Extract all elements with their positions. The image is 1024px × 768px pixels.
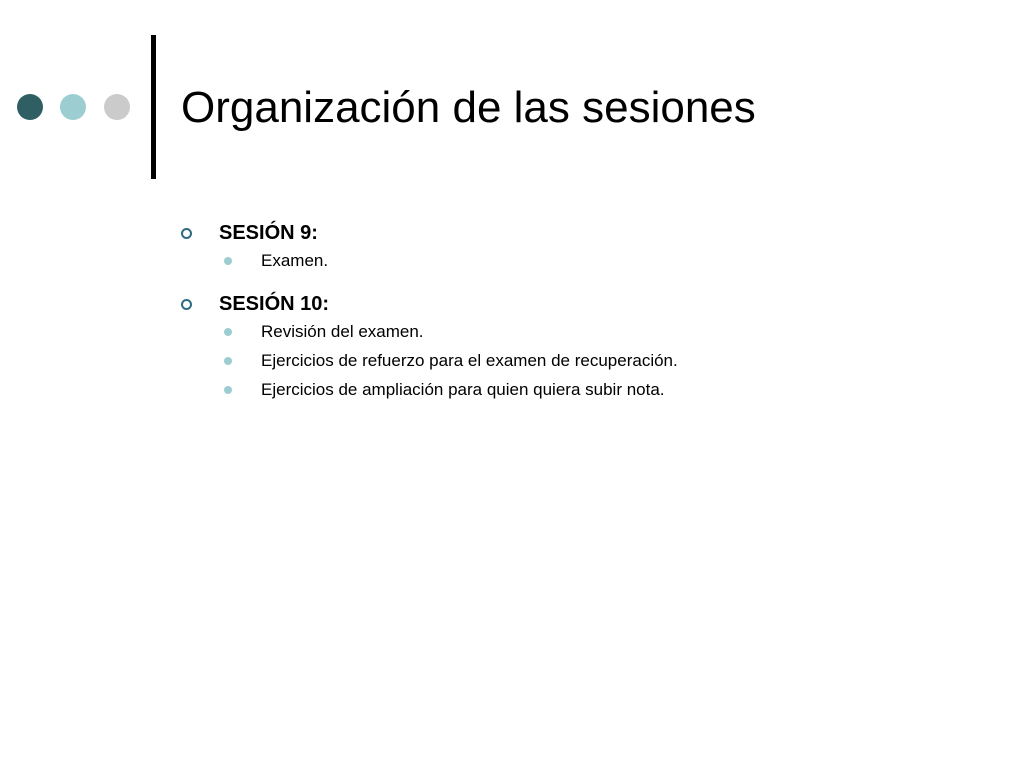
section-title: SESIÓN 10: <box>219 293 330 315</box>
dot-bullet-icon <box>224 386 232 394</box>
decor-dot-grey <box>104 94 130 120</box>
section-sesion-10 <box>181 291 981 406</box>
list-item <box>181 319 981 348</box>
dot-bullet-icon <box>224 328 232 336</box>
list-item <box>181 348 981 377</box>
list-item-text: Ejercicios de refuerzo para el examen de recuperación. <box>261 351 678 370</box>
list-item-text: Examen. <box>261 251 329 270</box>
section-heading <box>181 291 981 319</box>
list-item-text: Ejercicios de ampliación para quien quiera subir nota. <box>261 380 665 399</box>
slide-content <box>181 220 981 420</box>
bullet-list <box>181 248 981 277</box>
ring-bullet-icon <box>181 299 192 310</box>
decor-dot-dark <box>17 94 43 120</box>
title-divider <box>151 35 156 179</box>
dot-bullet-icon <box>224 257 232 265</box>
decor-dot-light <box>60 94 86 120</box>
list-item <box>181 248 981 277</box>
ring-bullet-icon <box>181 228 192 239</box>
bullet-list <box>181 319 981 406</box>
section-heading <box>181 220 981 248</box>
list-item <box>181 377 981 406</box>
dot-bullet-icon <box>224 357 232 365</box>
list-item-text: Revisión del examen. <box>261 322 424 341</box>
section-sesion-9 <box>181 220 981 277</box>
slide-title: Organización de las sesiones <box>181 83 756 132</box>
section-title: SESIÓN 9: <box>219 222 318 244</box>
